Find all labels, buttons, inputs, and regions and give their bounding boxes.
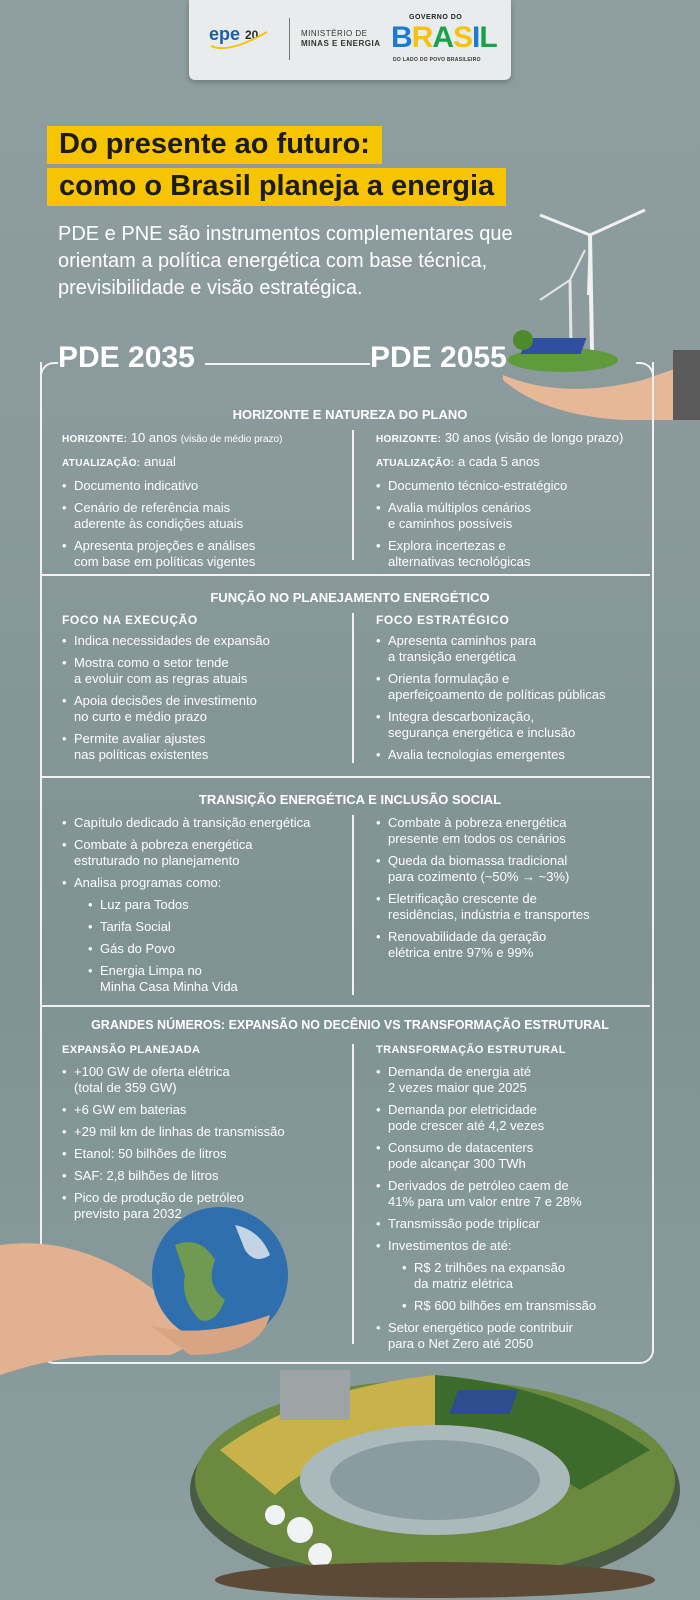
- list-item: • Documento indicativo: [62, 478, 347, 494]
- subheading: EXPANSÃO PLANEJADA: [62, 1044, 201, 1056]
- ministerio-line1: MINISTÉRIO DE: [301, 29, 368, 38]
- list-item: • Combate à pobreza energética estruturado no planejamento: [62, 837, 347, 869]
- hydrogen-tank-icon: [308, 1543, 332, 1567]
- epe-logo: [209, 24, 271, 54]
- horizonte-note: (visão de médio prazo): [180, 434, 283, 445]
- list-item: • Setor energético pode contribuir para o Net Zero até 2050: [376, 1320, 646, 1352]
- list-item: • Eletrificação crescente de residências, indústria e transportes: [376, 891, 646, 923]
- atualizacao-value: anual: [140, 454, 176, 469]
- brasil-letter: A: [432, 21, 454, 54]
- horizonte-label: HORIZONTE:: [62, 434, 128, 445]
- atualizacao-label: ATUALIZAÇÃO:: [376, 458, 455, 469]
- list-item: • +6 GW em baterias: [62, 1102, 347, 1118]
- brasil-letter: I: [472, 21, 480, 54]
- list-item: • +29 mil km de linhas de transmissão: [62, 1124, 347, 1140]
- header-logos: [189, 0, 511, 80]
- column-divider: [352, 613, 354, 763]
- solar-panel-icon: [449, 1390, 518, 1414]
- list-item: • Demanda de energia até 2 vezes maior que 2025: [376, 1064, 646, 1096]
- column-divider: [352, 430, 354, 560]
- atualizacao-label: ATUALIZAÇÃO:: [62, 458, 141, 469]
- atualizacao-row: [62, 454, 347, 472]
- sub-list-item: • R$ 600 bilhões em transmissão: [402, 1298, 646, 1314]
- section-divider: [42, 574, 650, 576]
- governo-bottom-label: DO LADO DO POVO BRASILEIRO: [393, 57, 481, 63]
- section-divider: [42, 1005, 650, 1007]
- section-heading: TRANSIÇÃO ENERGÉTICA E INCLUSÃO SOCIAL: [198, 792, 502, 807]
- energy-landscape-ring: [180, 1330, 690, 1600]
- right-column-title: PDE 2055: [370, 341, 507, 374]
- list-item: • Cenário de referência mais aderente às condições atuais: [62, 500, 347, 532]
- section3-left: [62, 815, 347, 1001]
- subheading: FOCO NA EXECUÇÃO: [62, 613, 198, 627]
- list-item: • Apresenta projeções e análises com base em políticas vigentes: [62, 538, 347, 570]
- left-column-title: PDE 2035: [58, 341, 195, 374]
- list-item: • SAF: 2,8 bilhões de litros: [62, 1168, 347, 1184]
- sub-list-item: • Gás do Povo: [88, 941, 347, 957]
- epe-logo-text: epe: [209, 24, 241, 44]
- subtitle: PDE e PNE são instrumentos complementares que orientam a política energética com base técnica, previsibilidade e visão estratégica.: [58, 223, 513, 299]
- list-item: • Explora incertezas e alternativas tecnológicas: [376, 538, 646, 570]
- section2-left: [62, 613, 347, 769]
- horizonte-value: 10 anos: [127, 430, 181, 445]
- section-divider: [42, 776, 650, 778]
- globe-icon: [152, 1207, 288, 1343]
- list-item: • Analisa programas como:: [62, 875, 347, 891]
- list-item: • Apresenta caminhos para a transição energética: [376, 633, 646, 665]
- list-item: • Queda da biomassa tradicional para cozimento (~50% → ~3%): [376, 853, 646, 885]
- title-line-1: Do presente ao futuro:: [47, 126, 382, 164]
- ministerio-line2: MINAS E ENERGIA: [301, 39, 381, 48]
- list-item: • +100 GW de oferta elétrica (total de 359 GW): [62, 1064, 347, 1096]
- section1-right: [376, 430, 646, 576]
- brasil-letter: L: [479, 21, 497, 54]
- list-item: • Renovabilidade da geração elétrica entre 97% e 99%: [376, 929, 646, 961]
- list-item: • Capítulo dedicado à transição energética: [62, 815, 347, 831]
- list-item: • Consumo de datacenters pode alcançar 300 TWh: [376, 1140, 646, 1172]
- section-heading: HORIZONTE E NATUREZA DO PLANO: [232, 407, 468, 422]
- sub-list-item: • Tarifa Social: [88, 919, 347, 935]
- section3-right: [376, 815, 646, 967]
- ministerio-label: [301, 29, 381, 49]
- horizonte-value: 30 anos (visão de longo prazo): [441, 430, 624, 445]
- list-item: • Indica necessidades de expansão: [62, 633, 347, 649]
- section1-left: [62, 430, 347, 576]
- atualizacao-row: [376, 454, 646, 472]
- epe-swoosh-icon: [209, 24, 271, 54]
- hydrogen-tank-icon: [287, 1517, 313, 1543]
- subheading: TRANSFORMAÇÃO ESTRUTURAL: [376, 1044, 566, 1056]
- governo-top-label: GOVERNO DO: [409, 14, 463, 21]
- list-item: • Orienta formulação e aperfeiçoamento de políticas públicas: [376, 671, 646, 703]
- column-divider: [352, 1044, 354, 1344]
- subheading: FOCO ESTRATÉGICO: [376, 613, 510, 627]
- hydrogen-tank-icon: [265, 1505, 285, 1525]
- title-line-2: como o Brasil planeja a energia: [47, 168, 506, 206]
- list-item: • Etanol: 50 bilhões de litros: [62, 1146, 347, 1162]
- section2-right: [376, 613, 646, 769]
- section4-right: [376, 1044, 646, 1358]
- list-item: • Documento técnico-estratégico: [376, 478, 646, 494]
- brasil-letter: B: [391, 21, 412, 54]
- list-item: • Avalia tecnologias emergentes: [376, 747, 646, 763]
- list-item: • Investimentos de até:: [376, 1238, 646, 1254]
- list-item: • Apoia decisões de investimento no curto e médio prazo: [62, 693, 347, 725]
- section-heading: GRANDES NÚMEROS: EXPANSÃO NO DECÊNIO VS TRANSFORMAÇÃO ESTRUTURAL: [91, 1018, 609, 1032]
- brasil-letter: R: [411, 21, 433, 54]
- brasil-letter: S: [453, 21, 473, 54]
- column-divider: [352, 815, 354, 995]
- frame-connector: [205, 363, 370, 365]
- horizonte-row: [376, 430, 646, 448]
- brasil-logo: [391, 23, 497, 53]
- list-item: • Mostra como o setor tende a evoluir com as regras atuais: [62, 655, 347, 687]
- sub-list-item: • Energia Limpa no Minha Casa Minha Vida: [88, 963, 347, 995]
- horizonte-row: [62, 430, 347, 448]
- list-item: • Integra descarbonização, segurança energética e inclusão: [376, 709, 646, 741]
- list-item: • Derivados de petróleo caem de 41% para um valor entre 7 e 28%: [376, 1178, 646, 1210]
- list-item: • Permite avaliar ajustes nas políticas existentes: [62, 731, 347, 763]
- section4-left: [62, 1044, 347, 1228]
- section-heading: FUNÇÃO NO PLANEJAMENTO ENERGÉTICO: [210, 590, 490, 605]
- sub-list-item: • Luz para Todos: [88, 897, 347, 913]
- epe-logo-number: 20: [245, 28, 259, 42]
- atualizacao-value: a cada 5 anos: [454, 454, 540, 469]
- horizonte-label: HORIZONTE:: [376, 434, 442, 445]
- sub-list-item: • R$ 2 trilhões na expansão da matriz elétrica: [402, 1260, 646, 1292]
- list-item: • Avalia múltiplos cenários e caminhos possíveis: [376, 500, 646, 532]
- list-item: • Pico de produção de petróleo previsto para 2032: [62, 1190, 347, 1222]
- list-item: • Combate à pobreza energética presente em todos os cenários: [376, 815, 646, 847]
- logo-divider: [289, 18, 290, 60]
- list-item: • Transmissão pode triplicar: [376, 1216, 646, 1232]
- list-item: • Demanda por eletricidade pode crescer até 4,2 vezes: [376, 1102, 646, 1134]
